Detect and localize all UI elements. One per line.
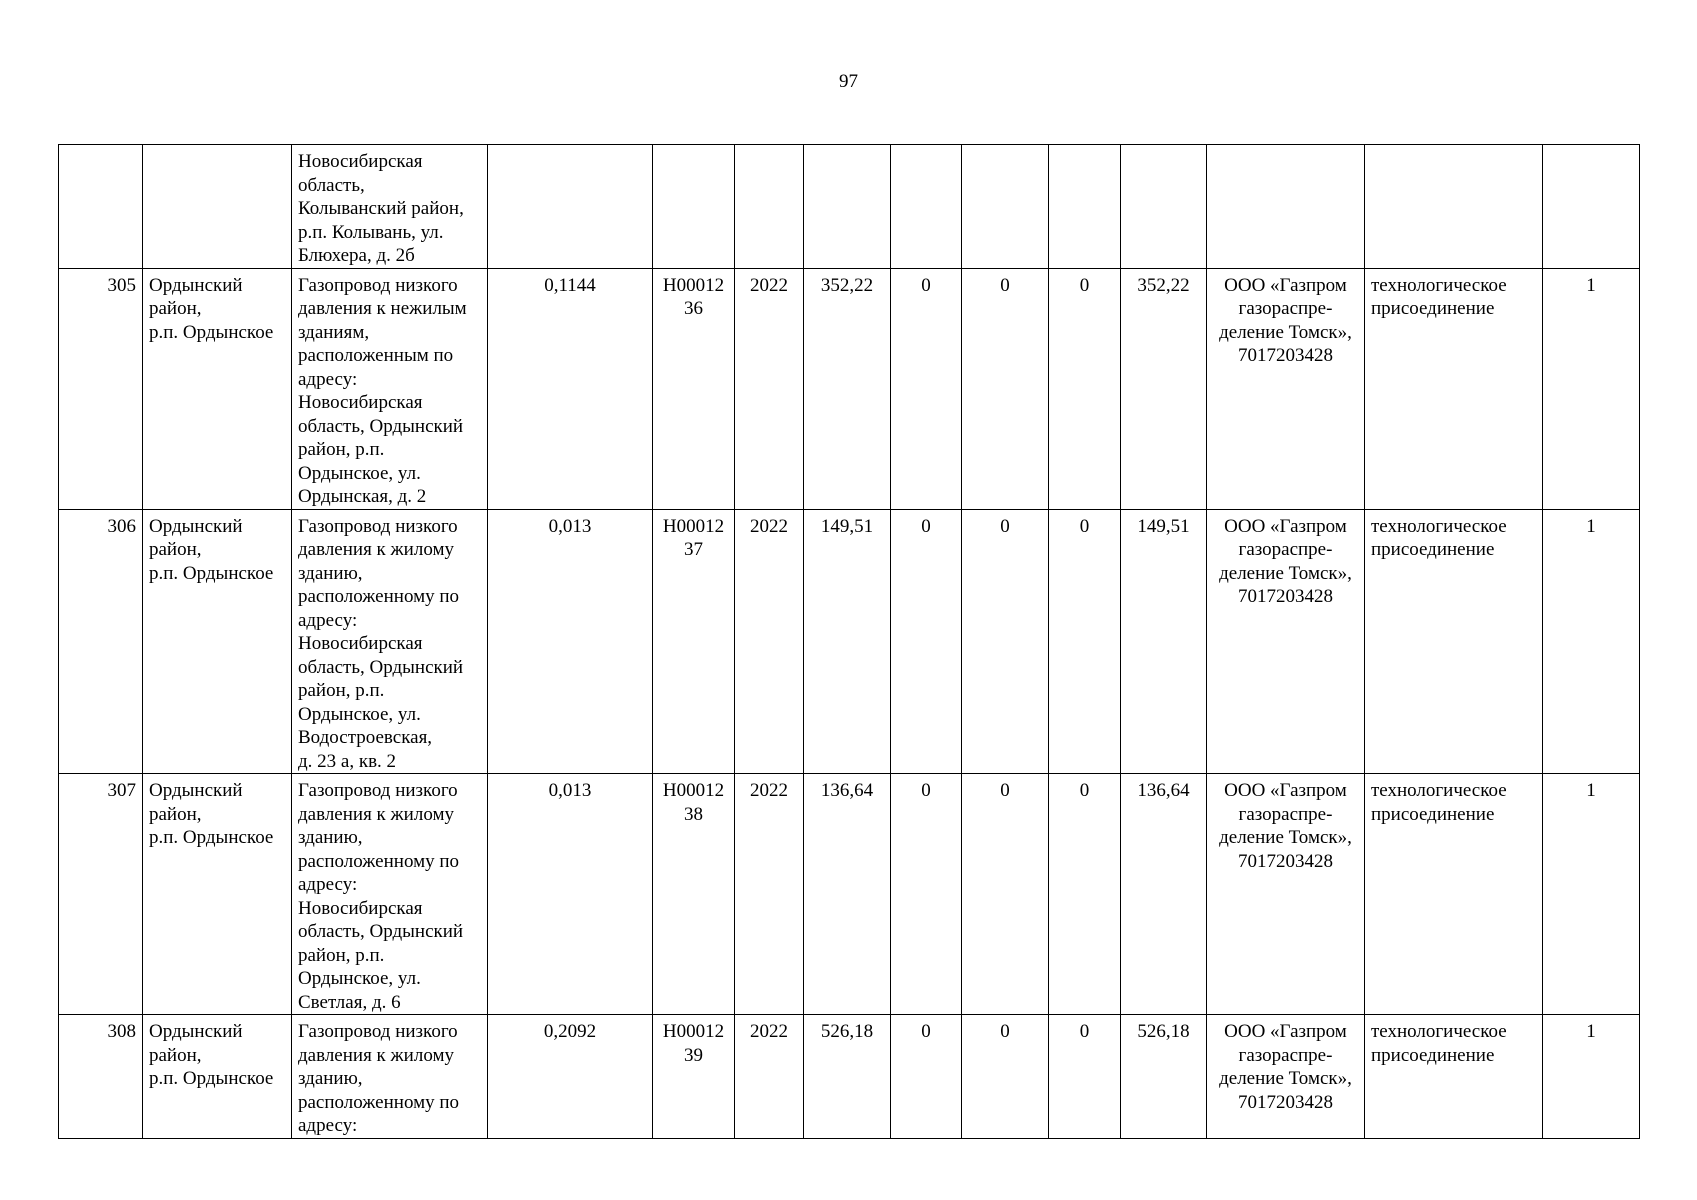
cell-value-1: 352,22 [804, 268, 891, 509]
cell-district [143, 774, 292, 1015]
cell-organization [1207, 509, 1365, 774]
cell-text-line: ООО «Газпром [1224, 515, 1347, 537]
cell-row-number: 308 [59, 1015, 143, 1139]
cell-year: 2022 [735, 774, 804, 1015]
cell-text-line: Новосибирская [298, 897, 423, 919]
cell-length: 0,013 [488, 509, 653, 774]
cell-count: 1 [1543, 1015, 1640, 1139]
cell-value-1: 149,51 [804, 509, 891, 774]
cell-object [292, 1015, 488, 1139]
cell-text-line: адресу: [298, 874, 358, 895]
cell-total: 526,18 [1121, 1015, 1207, 1139]
cell-organization [1207, 145, 1365, 269]
cell-length [488, 145, 653, 269]
cell-object [292, 509, 488, 774]
cell-row-number: 306 [59, 509, 143, 774]
cell-text-line: р.п. Колывань, ул. [298, 221, 444, 243]
cell-district [143, 509, 292, 774]
table-row [59, 774, 1640, 1015]
table-row [59, 145, 1640, 269]
table-row [59, 509, 1640, 774]
cell-row-number: 307 [59, 774, 143, 1015]
cell-text-line: д. 23 а, кв. 2 [298, 750, 397, 772]
cell-text-line: Ордынский [149, 780, 243, 801]
cell-year [735, 145, 804, 269]
cell-text-line: деление Томск», [1219, 1068, 1352, 1089]
cell-text-line: 38 [684, 803, 703, 825]
cell-text-line: Ордынский [149, 1021, 243, 1042]
cell-text-line: район, [149, 1044, 202, 1066]
cell-text-line: р.п. Ордынское [149, 1068, 274, 1089]
cell-text-line: расположенному по [298, 850, 460, 872]
cell-text-line: Новосибирская [298, 633, 423, 654]
cell-text-line: Н00012 [662, 515, 725, 537]
cell-text-line: адресу: [298, 1115, 358, 1136]
cell-count: 1 [1543, 774, 1640, 1015]
cell-text-line: Колыванский район, [298, 198, 464, 219]
cell-text-line: область, [298, 174, 365, 196]
cell-text-line: Ордынское, ул. [298, 462, 421, 484]
cell-organization [1207, 774, 1365, 1015]
cell-text-line: газораспре- [1238, 803, 1333, 825]
cell-text-line: зданию, [298, 827, 363, 848]
cell-text-line: область, Ордынский [298, 921, 464, 942]
cell-text-line: деление Томск», [1219, 827, 1352, 848]
cell-total: 149,51 [1121, 509, 1207, 774]
cell-text-line: Ордынский [149, 274, 243, 296]
cell-purpose [1365, 1015, 1543, 1139]
cell-text-line: давления к жилому [298, 539, 454, 560]
cell-year: 2022 [735, 1015, 804, 1139]
cell-text-line: адресу: [298, 609, 358, 631]
cell-total [1121, 145, 1207, 269]
cell-value-3: 0 [962, 774, 1049, 1015]
cell-text-line: давления к жилому [298, 1044, 454, 1066]
cell-text-line: р.п. Ордынское [149, 827, 274, 848]
cell-text-line: район, р.п. [298, 680, 385, 701]
cell-count [1543, 145, 1640, 269]
cell-text-line: присоединение [1371, 1044, 1495, 1066]
cell-text-line: Ордынское, ул. [298, 968, 421, 989]
cell-object [292, 774, 488, 1015]
cell-text-line: технологическое [1371, 515, 1507, 537]
cell-value-2: 0 [891, 774, 962, 1015]
cell-text-line: 7017203428 [1238, 1091, 1333, 1113]
cell-text-line: ООО «Газпром [1224, 780, 1347, 801]
cell-text-line: область, Ордынский [298, 415, 464, 437]
cell-text-line: 7017203428 [1238, 345, 1333, 366]
cell-value-3: 0 [962, 509, 1049, 774]
cell-year: 2022 [735, 268, 804, 509]
cell-object [292, 145, 488, 269]
cell-length: 0,1144 [488, 268, 653, 509]
cell-text-line: 36 [684, 298, 703, 319]
cell-text-line: район, р.п. [298, 944, 385, 966]
cell-text-line: расположенным по [298, 345, 454, 366]
cell-code [653, 509, 735, 774]
table-row [59, 1015, 1640, 1139]
cell-value-4: 0 [1049, 268, 1121, 509]
cell-text-line: Новосибирская [298, 151, 423, 172]
cell-text-line: деление Томск», [1219, 562, 1352, 584]
cell-text-line: Ордынское, ул. [298, 703, 421, 725]
cell-value-3: 0 [962, 1015, 1049, 1139]
cell-text-line: Водостроевская, [298, 727, 433, 748]
cell-organization [1207, 268, 1365, 509]
cell-text-line: 7017203428 [1238, 850, 1333, 872]
cell-text-line: газораспре- [1238, 298, 1333, 319]
cell-district [143, 145, 292, 269]
cell-text-line: Ордынская, д. 2 [298, 486, 427, 507]
cell-code [653, 1015, 735, 1139]
cell-text-line: газораспре- [1238, 1044, 1333, 1066]
cell-value-4: 0 [1049, 509, 1121, 774]
table-row [59, 268, 1640, 509]
cell-total: 136,64 [1121, 774, 1207, 1015]
cell-code [653, 145, 735, 269]
cell-text-line: зданию, [298, 1068, 363, 1089]
cell-text-line: деление Томск», [1219, 321, 1352, 343]
cell-text-line: присоединение [1371, 539, 1495, 560]
cell-text-line: 7017203428 [1238, 586, 1333, 607]
cell-purpose [1365, 145, 1543, 269]
cell-text-line: Газопровод низкого [298, 780, 458, 801]
cell-text-line: газораспре- [1238, 539, 1333, 560]
registry-table [58, 144, 1640, 1139]
cell-total: 352,22 [1121, 268, 1207, 509]
cell-value-1 [804, 145, 891, 269]
cell-text-line: ООО «Газпром [1224, 1021, 1347, 1042]
cell-length: 0,2092 [488, 1015, 653, 1139]
cell-text-line: технологическое [1371, 780, 1507, 801]
cell-value-1: 136,64 [804, 774, 891, 1015]
cell-text-line: район, р.п. [298, 439, 385, 460]
cell-value-2: 0 [891, 268, 962, 509]
cell-text-line: Новосибирская [298, 392, 423, 413]
cell-text-line: ООО «Газпром [1224, 274, 1347, 296]
cell-year: 2022 [735, 509, 804, 774]
cell-text-line: Светлая, д. 6 [298, 991, 401, 1013]
cell-text-line: р.п. Ордынское [149, 321, 274, 343]
cell-text-line: присоединение [1371, 298, 1495, 319]
cell-text-line: 37 [684, 539, 703, 560]
cell-length: 0,013 [488, 774, 653, 1015]
cell-text-line: Н00012 [662, 274, 725, 296]
cell-text-line: Блюхера, д. 2б [298, 245, 415, 266]
cell-value-4: 0 [1049, 1015, 1121, 1139]
cell-row-number: 305 [59, 268, 143, 509]
cell-text-line: Газопровод низкого [298, 274, 458, 296]
cell-purpose [1365, 509, 1543, 774]
cell-text-line: область, Ордынский [298, 656, 464, 678]
cell-text-line: зданию, [298, 562, 363, 584]
cell-text-line: давления к нежилым [298, 298, 467, 319]
cell-code [653, 774, 735, 1015]
cell-district [143, 1015, 292, 1139]
cell-purpose [1365, 268, 1543, 509]
cell-value-1: 526,18 [804, 1015, 891, 1139]
cell-text-line: район, [149, 298, 202, 319]
cell-value-4 [1049, 145, 1121, 269]
cell-text-line: Н00012 [662, 1021, 725, 1042]
cell-count: 1 [1543, 268, 1640, 509]
cell-text-line: зданиям, [298, 321, 370, 343]
cell-value-3 [962, 145, 1049, 269]
cell-object [292, 268, 488, 509]
cell-text-line: район, [149, 539, 202, 560]
cell-purpose [1365, 774, 1543, 1015]
cell-text-line: технологическое [1371, 1021, 1507, 1042]
cell-text-line: Газопровод низкого [298, 515, 458, 537]
cell-value-4: 0 [1049, 774, 1121, 1015]
cell-value-2: 0 [891, 1015, 962, 1139]
cell-text-line: Н00012 [662, 780, 725, 801]
cell-text-line: технологическое [1371, 274, 1507, 296]
cell-text-line: район, [149, 803, 202, 825]
cell-text-line: присоединение [1371, 803, 1495, 825]
cell-text-line: 39 [684, 1044, 703, 1066]
cell-value-3: 0 [962, 268, 1049, 509]
cell-value-2: 0 [891, 509, 962, 774]
cell-row-number [59, 145, 143, 269]
cell-district [143, 268, 292, 509]
cell-value-2 [891, 145, 962, 269]
table-body [59, 145, 1640, 1139]
cell-text-line: давления к жилому [298, 803, 454, 825]
cell-text-line: Газопровод низкого [298, 1021, 458, 1042]
cell-text-line: адресу: [298, 368, 358, 390]
page-number: 97 [839, 71, 858, 92]
cell-text-line: расположенному по [298, 586, 460, 607]
cell-organization [1207, 1015, 1365, 1139]
cell-text-line: расположенному по [298, 1091, 460, 1113]
cell-count: 1 [1543, 509, 1640, 774]
cell-text-line: Ордынский [149, 515, 243, 537]
cell-code [653, 268, 735, 509]
cell-text-line: р.п. Ордынское [149, 562, 274, 584]
